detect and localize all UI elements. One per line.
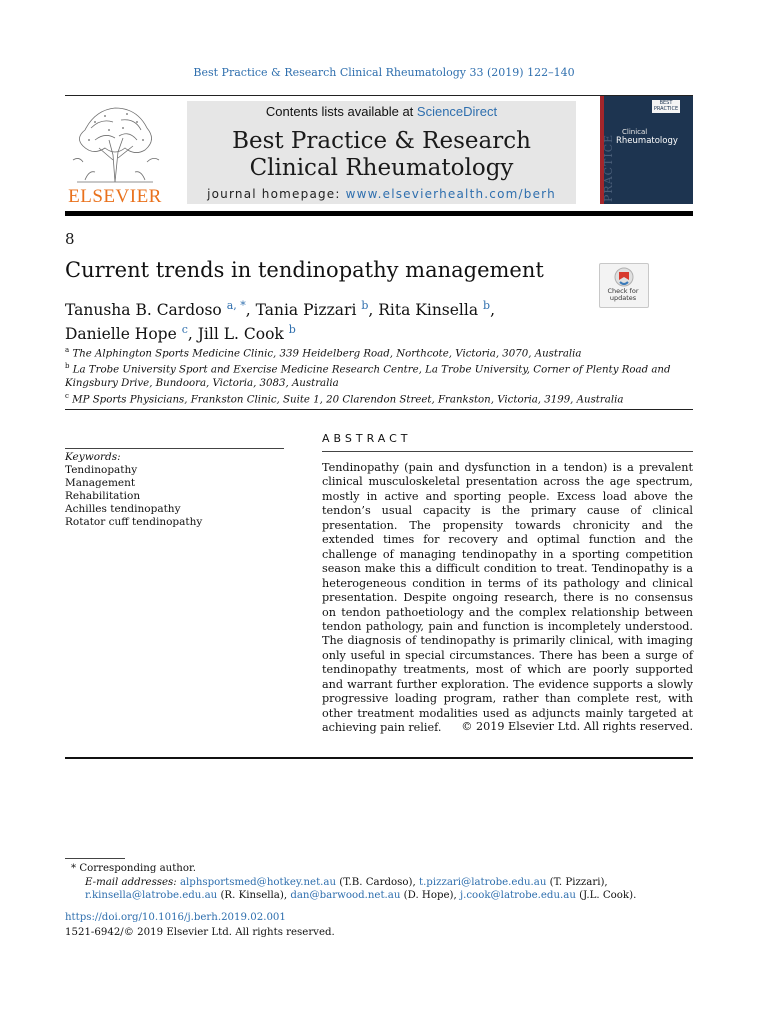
email-link[interactable]: dan@barwood.net.au xyxy=(290,890,401,902)
affiliation-item xyxy=(65,344,685,360)
keywords-heading: Keywords: xyxy=(65,451,121,463)
email-addresses xyxy=(65,876,693,903)
doi-link[interactable]: https://doi.org/10.1016/j.berh.2019.02.001 xyxy=(65,912,286,923)
author: Rita Kinsella xyxy=(378,301,479,320)
cover-line-rheumatology: Rheumatology xyxy=(616,136,678,146)
keywords-rule xyxy=(65,448,284,449)
contents-line xyxy=(187,104,576,119)
author-list xyxy=(65,296,625,344)
author-affiliation-mark[interactable]: b xyxy=(288,323,296,337)
abstract-heading: ABSTRACT xyxy=(322,432,412,445)
author-separator: , xyxy=(245,301,256,320)
email-owner: (D. Hope), xyxy=(400,890,460,902)
sciencedirect-link[interactable]: ScienceDirect xyxy=(416,104,498,119)
issn-copyright: 1521-6942/© 2019 Elsevier Ltd. All rights reserved. xyxy=(65,927,335,938)
homepage-link[interactable]: www.elsevierhealth.com/berh xyxy=(345,187,556,201)
abstract-copyright: © 2019 Elsevier Ltd. All rights reserved. xyxy=(461,720,693,733)
author: Jill L. Cook xyxy=(197,325,284,344)
email-label: E-mail addresses: xyxy=(85,876,177,888)
cover-top-label: BEST PRACTICE xyxy=(653,100,679,112)
email-link[interactable]: j.cook@latrobe.edu.au xyxy=(459,890,576,902)
keywords-block xyxy=(65,451,280,529)
keyword-item: Achilles tendinopathy xyxy=(65,503,181,515)
author-affiliation-mark[interactable]: b xyxy=(483,299,491,312)
author-affiliation-mark[interactable]: c xyxy=(181,323,188,337)
keyword-item: Rotator cuff tendinopathy xyxy=(65,516,203,528)
author-affiliation-mark[interactable]: b xyxy=(361,299,369,312)
author-separator: , xyxy=(490,301,496,320)
cover-line-clinical: Clinical xyxy=(622,128,648,136)
elsevier-wordmark: ELSEVIER xyxy=(68,186,162,207)
journal-homepage-line xyxy=(187,187,576,201)
author-separator: , xyxy=(368,301,379,320)
journal-title: Best Practice & Research Clinical Rheumatology xyxy=(232,128,531,181)
email-owner: (J.L. Cook). xyxy=(575,890,637,902)
abstract-text: Tendinopathy (pain and dysfunction in a tendon) is a prevalent clinical musculoskeletal presentation across the age spectrum, mostly in active and sporting people. Excess load above the tendon’s usual capacity is the primary cause of clinical presentation. The propensity towards chronicity and the extended times for recovery and optimal function and the challenge of managing tendinopathy in a sporting competition season make this a difficult condition to treat. Tendinopathy is a heterogeneous condition in terms of its pathology and clinical presentation. Despite ongoing research, there is no consensus on tendon pathoetiology and the complex relationship between tendon pathology, pain and function is incompletely understood. The diagnosis of tendinopathy is primarily clinical, with imaging only useful in special circumstances. There has been a surge of tendinopathy treatments, most of which are poorly supported and warrant further exploration. The evidence supports a slowly progressive loading program, rather than complete rest, with other treatment modalities used as adjuncts mainly targeted at achieving pain relief. xyxy=(322,461,693,735)
header-bottom-rule xyxy=(65,211,693,216)
keyword-item: Management xyxy=(65,477,136,489)
affiliation-text: La Trobe University Sport and Exercise Medicine Research Centre, La Trobe University, Corner of Plenty Road and Kingsbury Drive, Bundoora, Victoria, 3083, Australia xyxy=(65,364,671,389)
email-owner: (R. Kinsella), xyxy=(217,890,291,902)
affiliation-text: MP Sports Physicians, Frankston Clinic, Suite 1, 20 Clarendon Street, Frankston, Victoria, 3199, Australia xyxy=(72,394,624,406)
email-owner: (T.B. Cardoso), xyxy=(336,876,419,888)
affiliations-divider xyxy=(65,409,693,410)
author-affiliation-mark[interactable]: a, * xyxy=(226,299,246,312)
email-link[interactable]: t.pizzari@latrobe.edu.au xyxy=(418,876,547,888)
affiliations xyxy=(65,344,685,406)
check-for-updates-label: Check for updates xyxy=(607,287,639,302)
email-link[interactable]: alphsportsmed@hotkey.net.au xyxy=(179,876,337,888)
email-link[interactable]: r.kinsella@latrobe.edu.au xyxy=(85,890,218,902)
author: Tanusha B. Cardoso xyxy=(65,301,222,320)
affiliation-mark: c xyxy=(65,391,69,400)
affiliation-item xyxy=(65,390,685,406)
affiliation-item xyxy=(65,360,685,389)
affiliation-text: The Alphington Sports Medicine Clinic, 339 Heidelberg Road, Northcote, Victoria, 3070, Australia xyxy=(72,348,582,360)
footnote-block xyxy=(65,862,693,903)
cover-side-text: PRACTICE xyxy=(602,133,615,202)
header-top-rule xyxy=(65,95,693,96)
journal-cover-image xyxy=(600,96,693,204)
footnote-rule xyxy=(65,858,125,859)
author: Tania Pizzari xyxy=(255,301,357,320)
article-title: Current trends in tendinopathy management xyxy=(65,258,544,282)
author: Danielle Hope xyxy=(65,325,177,344)
affiliation-mark: b xyxy=(65,362,70,371)
homepage-label: journal homepage: xyxy=(207,187,346,201)
abstract-rule xyxy=(322,451,693,452)
keyword-item: Tendinopathy xyxy=(65,464,138,476)
keyword-item: Rehabilitation xyxy=(65,490,141,502)
email-owner: (T. Pizzari), xyxy=(546,876,608,888)
author-separator: , xyxy=(187,325,198,344)
article-number: 8 xyxy=(65,230,75,248)
corresponding-author-note: * Corresponding author. xyxy=(71,863,196,874)
contents-prefix: Contents lists available at xyxy=(265,104,417,119)
abstract-bottom-rule xyxy=(65,757,693,759)
journal-reference[interactable]: Best Practice & Research Clinical Rheumatology 33 (2019) 122–140 xyxy=(193,66,575,79)
affiliation-mark: a xyxy=(65,346,70,354)
